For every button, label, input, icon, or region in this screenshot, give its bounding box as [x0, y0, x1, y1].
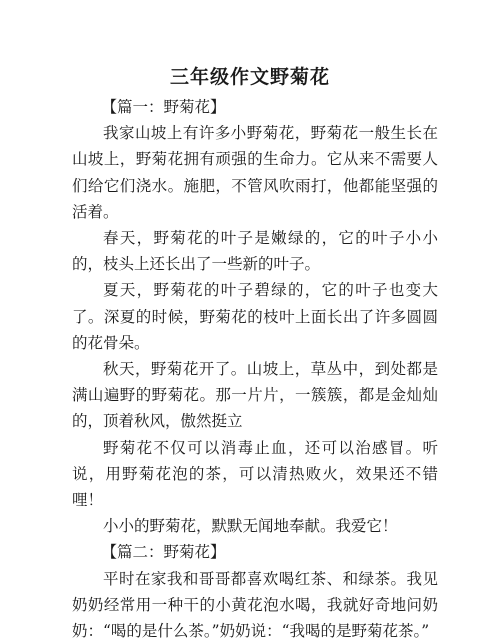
document-title: 三年级作文野菊花: [169, 66, 330, 88]
section-heading-1: 【篇一：野菊花】: [101, 98, 226, 116]
section-heading-2: 【篇二：野菊花】: [101, 543, 226, 562]
paragraph: 平时在家我和哥哥都喜欢喝红茶、和绿茶。我见奶奶经常用一种干的小黄花泡水喝，我就好奇地问奶奶：“喝的是什么茶。”奶奶说：“我喝的是野菊花茶。”: [72, 569, 438, 641]
document-body: [72, 94, 438, 644]
paragraph: 春天，野菊花的叶子是嫩绿的，它的叶子小小的，枝头上还长出了一些新的叶子。: [72, 229, 438, 274]
paragraph: 我家山坡上有许多小野菊花，野菊花一般生长在山坡上，野菊花拥有顽强的生命力。它从来不需要人们给它们浇水。施肥，不管风吹雨打，他都能坚强的活着。: [72, 124, 438, 221]
paragraph: 野菊花不仅可以消毒止血，还可以治感冒。听说，用野菊花泡的茶，可以清热败火，效果还不错哩！: [72, 438, 438, 510]
paragraph: 秋天，野菊花开了。山坡上，草丛中，到处都是满山遍野的野菊花。那一片片，一簇簇，都是金灿灿的，顶着秋风，傲然挺立: [72, 360, 438, 431]
paragraph: 夏天，野菊花的叶子碧绿的，它的叶子也变大了。深夏的时候，野菊花的枝叶上面长出了许多圆圆的花骨朵。: [72, 281, 438, 352]
paragraph: 小小的野菊花，默默无闻地奉献。我爱它！: [103, 517, 398, 536]
